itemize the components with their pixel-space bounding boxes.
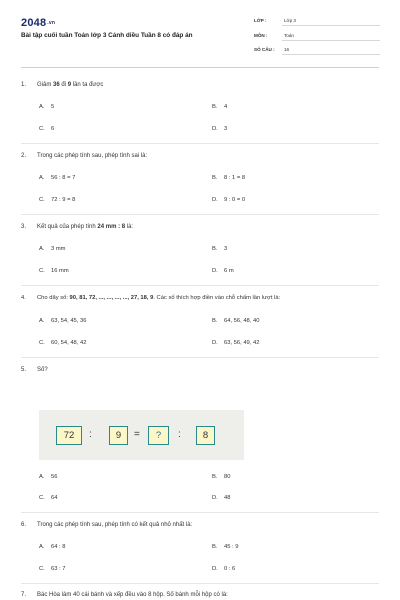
q3-option-b[interactable]: B. 3: [212, 246, 228, 252]
q1-option-d[interactable]: D. 3: [212, 126, 228, 132]
q3-option-d[interactable]: D. 6 m: [212, 268, 234, 274]
q1-option-b[interactable]: B. 4: [212, 104, 228, 110]
q4-option-a[interactable]: A. 63, 54, 45, 36: [39, 318, 87, 324]
q5-option-a[interactable]: A. 56: [39, 474, 58, 480]
document-header: 2048.vn Bài tập cuối tuần Toán lớp 3 Cánh diều Tuần 8 có đáp án LỚP : Lớp 3 MÔN : Toán SỐ CÂU : 16: [0, 0, 400, 64]
q1-option-c[interactable]: C. 6: [39, 126, 55, 132]
q2-option-d[interactable]: D. 9 : 0 = 0: [212, 197, 246, 203]
question-7: 7. Bác Hòa làm 40 cái bánh và xếp đều vào 8 hộp. Số bánh mỗi hộp có là:: [21, 592, 228, 598]
document-title: Bài tập cuối tuần Toán lớp 3 Cánh diều Tuần 8 có đáp án: [21, 32, 193, 39]
number-box: 9: [109, 426, 128, 445]
question-2: 2. Trong các phép tính sau, phép tính sai là:: [21, 153, 148, 159]
question-1: 1. Giảm 36 đi 9 lần ta được: [21, 82, 104, 88]
q2-option-a[interactable]: A. 56 : 8 = 7: [39, 175, 76, 181]
header-divider: [21, 67, 379, 68]
q5-option-c[interactable]: C. 64: [39, 495, 58, 501]
q1-option-a[interactable]: A. 5: [39, 104, 55, 110]
question-divider: [21, 285, 379, 286]
q5-option-d[interactable]: D. 48: [212, 495, 231, 501]
site-logo[interactable]: 2048.vn: [21, 17, 56, 29]
q6-option-a[interactable]: A. 64 : 8: [39, 544, 66, 550]
q3-option-c[interactable]: C. 16 mm: [39, 268, 69, 274]
question-divider: [21, 512, 379, 513]
question-divider: [21, 214, 379, 215]
question-4: 4. Cho dãy số: 90, 81, 72, ..., ..., ..., ..., 27, 18, 9. Các số thích hợp điền vào chỗ chấm lần lượt là:: [21, 295, 281, 301]
division-puzzle-figure: [39, 410, 244, 460]
question-5: 5. Số?: [21, 367, 48, 373]
q2-option-c[interactable]: C. 72 : 9 = 8: [39, 197, 76, 203]
q5-option-b[interactable]: B. 80: [212, 474, 231, 480]
q3-option-a[interactable]: A. 3 mm: [39, 246, 66, 252]
divide-symbol: :: [178, 429, 181, 440]
q6-option-d[interactable]: D. 0 : 6: [212, 566, 236, 572]
question-divider: [21, 143, 379, 144]
q6-option-c[interactable]: C. 63 : 7: [39, 566, 66, 572]
question-divider: [21, 583, 379, 584]
q4-option-d[interactable]: D. 63, 56, 49, 42: [212, 340, 260, 346]
question-6: 6. Trong các phép tính sau, phép tính có kết quả nhỏ nhất là:: [21, 522, 193, 528]
divide-symbol: :: [89, 429, 92, 440]
q4-option-b[interactable]: B. 64, 56, 48, 40: [212, 318, 260, 324]
question-divider: [21, 357, 379, 358]
number-box: 8: [196, 426, 215, 445]
number-box: 72: [56, 426, 82, 445]
q2-option-b[interactable]: B. 8 : 1 = 8: [212, 175, 246, 181]
question-3: 3. Kết quả của phép tính 24 mm : 8 là:: [21, 224, 134, 230]
unknown-box: ?: [148, 426, 169, 445]
equals-symbol: =: [134, 429, 140, 440]
q4-option-c[interactable]: C. 60, 54, 48, 42: [39, 340, 87, 346]
q6-option-b[interactable]: B. 45 : 9: [212, 544, 239, 550]
